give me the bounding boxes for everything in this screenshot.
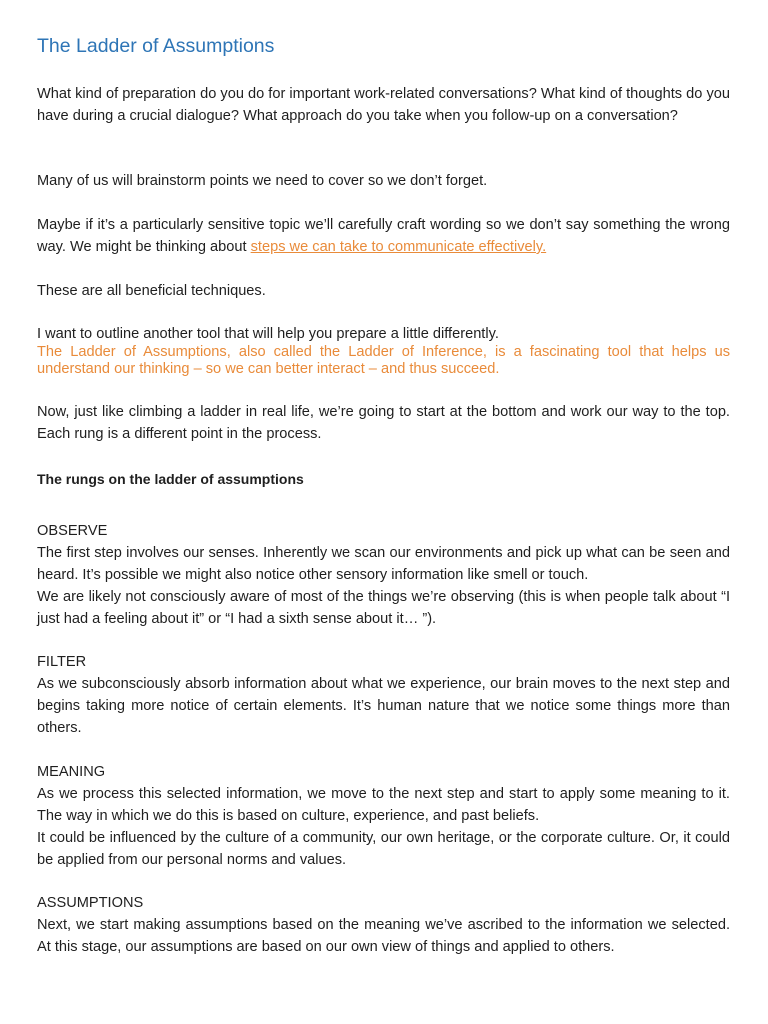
brainstorm-paragraph: Many of us will brainstorm points we need to cover so we don’t forget. xyxy=(37,173,488,189)
meaning-text-2: It could be influenced by the culture of a community, our own heritage, or the corporate culture. Or, it could be applied from our personal norms and values. xyxy=(37,830,730,868)
intro-paragraph: What kind of preparation do you do for important work-related conversations? What kind of thoughts do you have during a crucial dialogue? What approach do you take when you follow-up on a conversation? xyxy=(37,86,730,124)
meaning-heading: MEANING xyxy=(37,764,106,780)
rungs-heading: The rungs on the ladder of assumptions xyxy=(37,471,304,487)
sensitive-topic-text: Maybe if it’s a particularly sensitive topic we’ll carefully craft wording so we don’t say something the wrong way. We might be thinking about xyxy=(37,217,730,255)
page-title: The Ladder of Assumptions xyxy=(37,35,275,57)
observe-text-2: We are likely not consciously aware of most of the things we’re observing (this is when people talk about “I just had a feeling about it” or “I had a sixth sense about it… ”). xyxy=(37,589,730,627)
filter-text-1: As we subconsciously absorb information about what we experience, our brain moves to the next step and begins taking more notice of certain elements. It’s human nature that we notice some things more than others. xyxy=(37,676,730,736)
techniques-paragraph: These are all beneficial techniques. xyxy=(37,283,266,299)
meaning-text-1: As we process this selected information, we move to the next step and start to apply some meaning to it. The way in which we do this is based on culture, experience, and past beliefs. xyxy=(37,786,730,824)
assumptions-heading: ASSUMPTIONS xyxy=(37,895,144,911)
observe-text-1: The first step involves our senses. Inherently we scan our environments and pick up what can be seen and heard. It’s possible we might also notice other sensory information like smell or touch. xyxy=(37,545,730,583)
another-tool-paragraph: I want to outline another tool that will help you prepare a little differently. xyxy=(37,326,499,342)
filter-heading: FILTER xyxy=(37,654,87,670)
sensitive-topic-paragraph xyxy=(37,214,730,258)
ladder-definition-paragraph: The Ladder of Assumptions, also called the Ladder of Inference, is a fascinating tool that helps us understand our thinking – so we can better interact – and thus succeed. xyxy=(37,344,730,377)
observe-heading: OBSERVE xyxy=(37,523,108,539)
assumptions-text-1: Next, we start making assumptions based on the meaning we’ve ascribed to the information we selected. At this stage, our assumptions are based on our own view of things and applied to others. xyxy=(37,917,730,955)
climbing-ladder-paragraph: Now, just like climbing a ladder in real life, we’re going to start at the bottom and work our way to the top. Each rung is a different point in the process. xyxy=(37,404,730,442)
communicate-effectively-link[interactable]: steps we can take to communicate effectively. xyxy=(250,239,547,255)
